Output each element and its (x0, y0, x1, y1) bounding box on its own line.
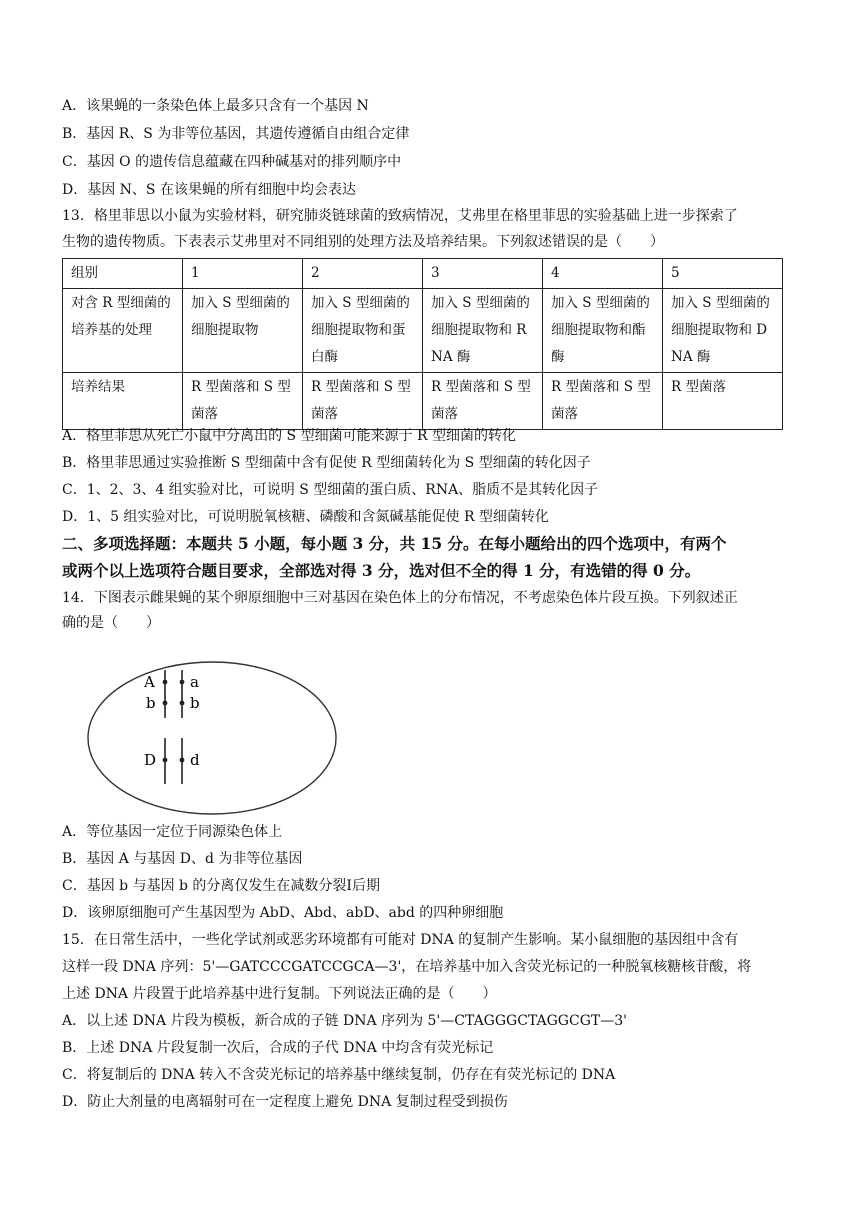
table-cell: R 型菌落和 S 型菌落 (423, 373, 543, 430)
gene-locus-a-upper (163, 680, 168, 685)
table-cell: R 型菌落和 S 型菌落 (183, 373, 303, 430)
gene-locus-d-left (163, 758, 168, 763)
q14-option-b: B．基因 A 与基因 D、d 为非等位基因 (62, 851, 303, 867)
table-header-cell: 3 (423, 259, 543, 289)
q13-stem-line1: 13．格里菲思以小鼠为实验材料，研究肺炎链球菌的致病情况，艾弗里在格里菲思的实验基础上进一步探索了 (62, 208, 738, 224)
q13-stem-line2: 生物的遗传物质。下表表示艾弗里对不同组别的处理方法及培养结果。下列叙述错误的是（ ） (62, 234, 664, 250)
table-cell: 加入 S 型细菌的细胞提取物和酯酶 (543, 289, 663, 373)
table-header-cell: 组别 (63, 259, 183, 289)
table-row (63, 373, 783, 430)
table-cell: R 型菌落和 S 型菌落 (303, 373, 423, 430)
q15-stem-line3: 上述 DNA 片段置于此培养基中进行复制。下列说法正确的是（ ） (62, 986, 497, 1002)
q13-option-a: A．格里菲思从死亡小鼠中分离出的 S 型细菌可能来源于 R 型细菌的转化 (62, 428, 517, 444)
label-gene-A: A (144, 673, 155, 691)
q14-stem-line2: 确的是（ ） (62, 615, 160, 631)
label-gene-D: D (144, 751, 157, 769)
table-row-label: 对含 R 型细菌的培养基的处理 (63, 289, 183, 373)
q15-option-a: A．以上述 DNA 片段为模板，新合成的子链 DNA 序列为 5'—CTAGGGCTAGGCGT—3' (62, 1013, 627, 1029)
oogonium-cell-figure (82, 660, 342, 820)
table-header-cell: 1 (183, 259, 303, 289)
gene-locus-b-right (180, 701, 185, 706)
q15-stem-line1: 15．在日常生活中，一些化学试剂或恶劣环境都有可能对 DNA 的复制产生影响。某小鼠细胞的基因组中含有 (62, 932, 739, 948)
table-header-cell: 4 (543, 259, 663, 289)
q15-option-c: C．将复制后的 DNA 转入不含荧光标记的培养基中继续复制，仍存在有荧光标记的 DNA (62, 1067, 616, 1083)
q13-table (62, 258, 783, 430)
q15-stem-line2: 这样一段 DNA 序列：5'—GATCCCGATCCGCA—3'，在培养基中加入含荧光标记的一种脱氧核糖核苷酸，将 (62, 959, 752, 975)
q13-option-b: B．格里菲思通过实验推断 S 型细菌中含有促使 R 型细菌转化为 S 型细菌的转化因子 (62, 455, 591, 471)
q12-option-d: D．基因 N、S 在该果蝇的所有细胞中均会表达 (62, 182, 356, 198)
cell-membrane-outline (88, 662, 336, 814)
table-header-cell: 2 (303, 259, 423, 289)
table-row (63, 289, 783, 373)
q14-stem-line1: 14．下图表示雌果蝇的某个卵原细胞中三对基因在染色体上的分布情况，不考虑染色体片段互换。下列叙述正 (62, 590, 738, 606)
table-cell: 加入 S 型细菌的细胞提取物和蛋白酶 (303, 289, 423, 373)
table-row-label: 培养结果 (63, 373, 183, 430)
section2-heading-line2: 或两个以上选项符合题目要求，全部选对得 3 分，选对但不全的得 1 分，有选错的得 0 分。 (62, 561, 701, 580)
table-cell: R 型菌落 (663, 373, 783, 430)
label-gene-b-left: b (146, 694, 156, 712)
table-cell: 加入 S 型细菌的细胞提取物 (183, 289, 303, 373)
table-cell: 加入 S 型细菌的细胞提取物和 RNA 酶 (423, 289, 543, 373)
q15-option-d: D．防止大剂量的电离辐射可在一定程度上避免 DNA 复制过程受到损伤 (62, 1094, 508, 1110)
table-cell: R 型菌落和 S 型菌落 (543, 373, 663, 430)
q15-option-b: B．上述 DNA 片段复制一次后，合成的子代 DNA 中均含有荧光标记 (62, 1040, 494, 1056)
section2-heading-line1: 二、多项选择题：本题共 5 小题，每小题 3 分，共 15 分。在每小题给出的四个选项中，有两个 (62, 534, 727, 553)
gene-locus-a-lower (180, 680, 185, 685)
table-header-row (63, 259, 783, 289)
q12-option-c: C．基因 O 的遗传信息蕴藏在四种碱基对的排列顺序中 (62, 154, 402, 170)
label-gene-b-right: b (190, 694, 200, 712)
q12-option-b: B．基因 R、S 为非等位基因，其遗传遵循自由组合定律 (62, 126, 410, 142)
q12-option-a: A．该果蝇的一条染色体上最多只含有一个基因 N (62, 98, 369, 114)
q13-option-d: D．1、5 组实验对比，可说明脱氧核糖、磷酸和含氮碱基能促使 R 型细菌转化 (62, 509, 549, 525)
gene-locus-d-right (180, 758, 185, 763)
q14-option-a: A．等位基因一定位于同源染色体上 (62, 824, 283, 840)
table-cell: 加入 S 型细菌的细胞提取物和 DNA 酶 (663, 289, 783, 373)
q14-option-c: C．基因 b 与基因 b 的分离仅发生在减数分裂Ⅰ后期 (62, 878, 380, 894)
table-header-cell: 5 (663, 259, 783, 289)
q14-option-d: D．该卵原细胞可产生基因型为 AbD、Abd、abD、abd 的四种卵细胞 (62, 905, 504, 921)
gene-locus-b-left (163, 701, 168, 706)
label-gene-a: a (190, 673, 199, 691)
label-gene-d: d (190, 751, 200, 769)
q13-option-c: C．1、2、3、4 组实验对比，可说明 S 型细菌的蛋白质、RNA、脂质不是其转化因子 (62, 482, 599, 498)
